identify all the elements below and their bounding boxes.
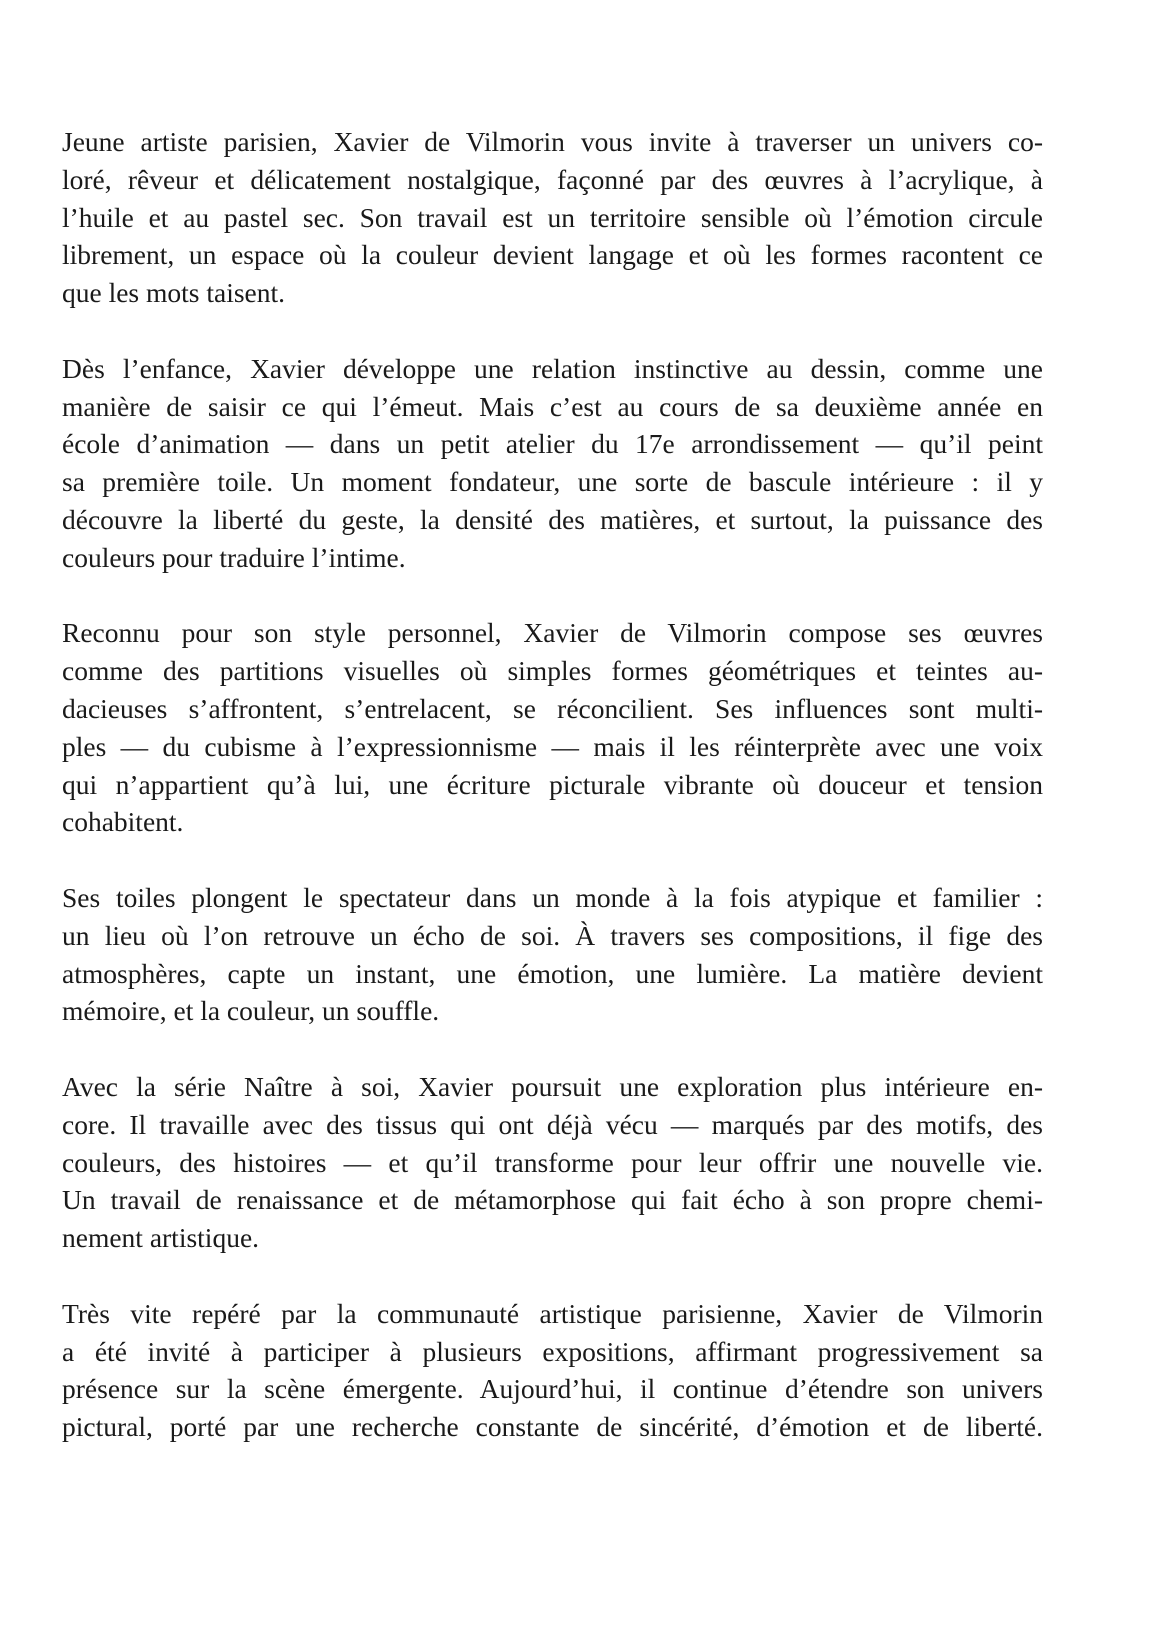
text-line: Avec la série Naître à soi, Xavier poursuit une exploration plus intérieure en- [62, 1070, 1043, 1102]
text-line: librement, un espace où la couleur devient langage et où les formes racontent ce [62, 239, 1043, 271]
document-body [62, 123, 1043, 1484]
text-line: que les mots taisent. [62, 277, 286, 309]
text-line: mémoire, et la couleur, un souffle. [62, 995, 440, 1027]
text-line: dacieuses s’affrontent, s’entrelacent, se réconcilient. Ses influences sont multi- [62, 692, 1043, 724]
text-line: pictural, porté par une recherche constante de sincérité, d’émotion et de liberté. [62, 1411, 1043, 1443]
text-line: ples — du cubisme à l’expressionnisme — mais il les réinterprète avec une voix [62, 730, 1043, 762]
text-line: découvre la liberté du geste, la densité des matières, et surtout, la puissance des [62, 503, 1043, 535]
text-line: présence sur la scène émergente. Aujourd’hui, il continue d’étendre son univers [62, 1373, 1043, 1405]
text-line: Jeune artiste parisien, Xavier de Vilmorin vous invite à traverser un univers co- [62, 126, 1043, 157]
text-line: a été invité à participer à plusieurs expositions, affirmant progressivement sa [62, 1335, 1043, 1367]
text-line: sa première toile. Un moment fondateur, une sorte de bascule intérieure : il y [62, 466, 1043, 498]
text-line: un lieu où l’on retrouve un écho de soi. À travers ses compositions, il fige des [62, 919, 1043, 951]
text-line: école d’animation — dans un petit atelier du 17e arrondissement — qu’il peint [62, 428, 1043, 460]
text-line: nement artistique. [62, 1222, 260, 1254]
text-line: l’huile et au pastel sec. Son travail est un territoire sensible où l’émotion circule [62, 201, 1043, 233]
text-line: qui n’appartient qu’à lui, une écriture picturale vibrante où douceur et tension [62, 768, 1043, 800]
text-line: Dès l’enfance, Xavier développe une relation instinctive au dessin, comme une [62, 352, 1043, 384]
text-line: Ses toiles plongent le spectateur dans un monde à la fois atypique et familier : [62, 881, 1043, 913]
text-line: loré, rêveur et délicatement nostalgique, façonné par des œuvres à l’acrylique, à [62, 163, 1043, 195]
text-line: core. Il travaille avec des tissus qui ont déjà vécu — marqués par des motifs, des [62, 1108, 1043, 1140]
paragraph-canvases [62, 879, 1043, 1030]
text-line: Très vite repéré par la communauté artistique parisienne, Xavier de Vilmorin [62, 1297, 1043, 1329]
paragraph-series [62, 1068, 1043, 1257]
text-line: manière de saisir ce qui l’émeut. Mais c’est au cours de sa deuxième année en [62, 390, 1043, 422]
text-line: cohabitent. [62, 806, 184, 838]
paragraph-recognition [62, 1295, 1043, 1446]
text-line: couleurs pour traduire l’intime. [62, 541, 406, 573]
text-line: atmosphères, capte un instant, une émotion, une lumière. La matière devient [62, 957, 1043, 989]
paragraph-style [62, 614, 1043, 841]
text-line: Un travail de renaissance et de métamorphose qui fait écho à son propre chemi- [62, 1184, 1043, 1216]
paragraph-intro [62, 123, 1043, 312]
paragraph-childhood [62, 350, 1043, 577]
text-line: couleurs, des histoires — et qu’il transforme pour leur offrir une nouvelle vie. [62, 1146, 1043, 1178]
text-line: Reconnu pour son style personnel, Xavier de Vilmorin compose ses œuvres [62, 617, 1043, 649]
text-line: comme des partitions visuelles où simples formes géométriques et teintes au- [62, 655, 1043, 687]
